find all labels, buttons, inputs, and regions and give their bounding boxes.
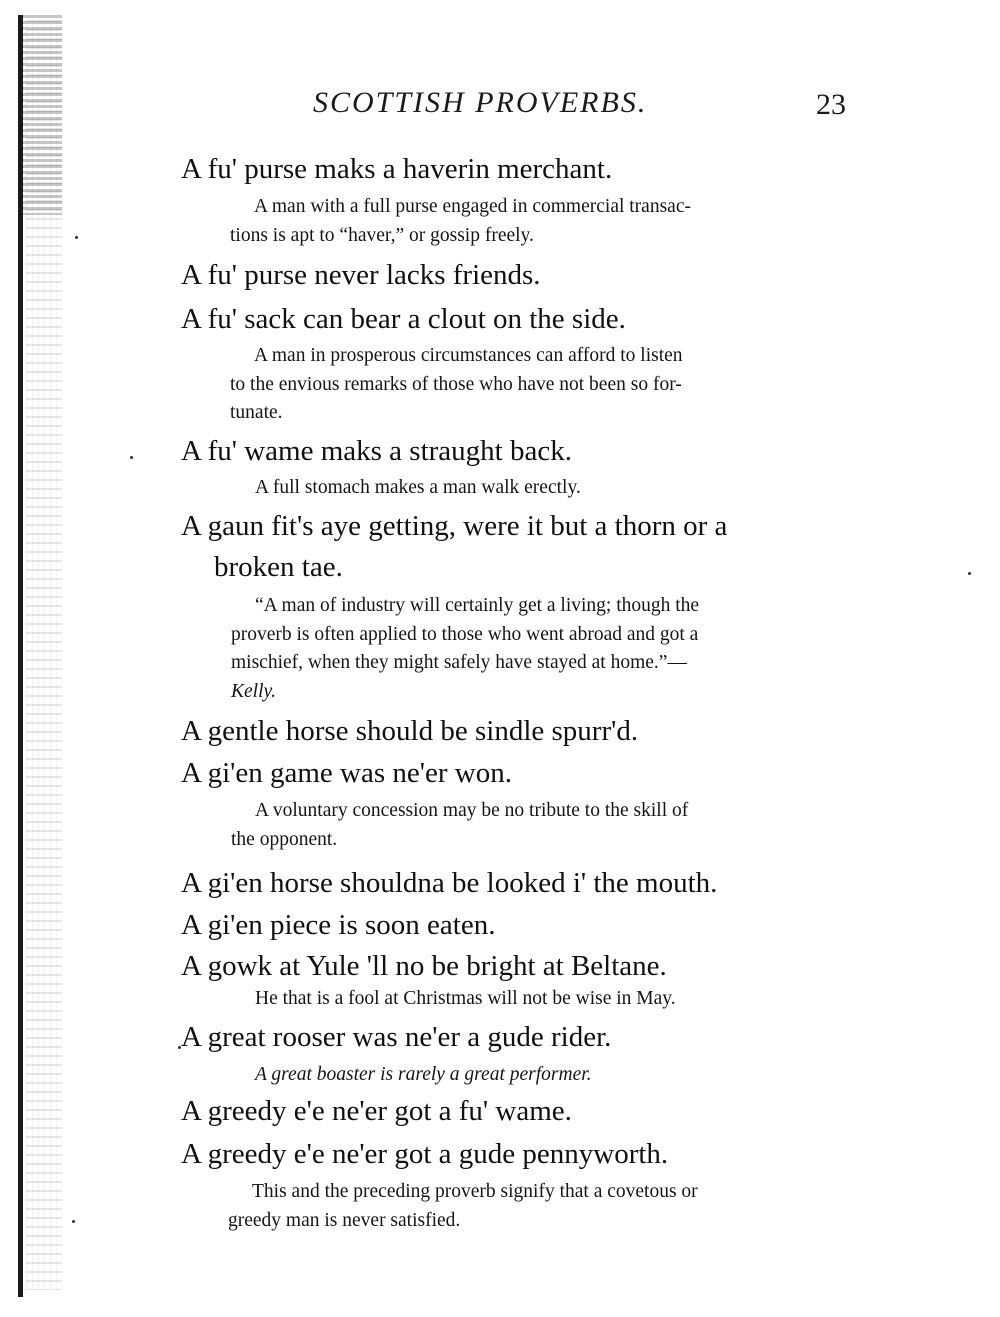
page-number: 23: [816, 88, 846, 121]
proverb-gloss: [255, 474, 855, 503]
gloss-line: mischief, when they might safely have stayed at home.”—: [231, 652, 687, 673]
gloss-line: A voluntary concession may be no tribute to the skill of: [255, 800, 689, 821]
gloss-line: “A man of industry will certainly get a living; though the: [255, 595, 700, 616]
gloss-line: to the envious remarks of those who have not been so for-: [230, 373, 682, 395]
proverb-gloss: [230, 193, 854, 250]
scan-speck: [968, 572, 971, 575]
proverb-text: A gentle horse should be sindle spurr'd.: [181, 715, 639, 747]
proverb-gloss: [255, 985, 855, 1014]
proverb-text: A fu' purse never lacks friends.: [181, 259, 541, 291]
gloss-attribution: Kelly.: [231, 680, 276, 702]
binding-speckle: [26, 20, 62, 1290]
proverb-continuation: broken tae.: [214, 551, 343, 583]
gloss-line: tions is apt to “haver,” or gossip freely.: [230, 224, 534, 246]
proverb-text: A gaun fit's aye getting, were it but a thorn or a: [181, 510, 728, 542]
scan-speck: [75, 236, 78, 239]
gloss-line: A great boaster is rarely a great performer.: [255, 1064, 592, 1085]
scan-speck: [72, 1220, 75, 1223]
proverb-text: A gi'en game was ne'er won.: [181, 757, 512, 789]
proverb-text: A fu' sack can bear a clout on the side.: [181, 303, 626, 335]
proverb-text: A greedy e'e ne'er got a gude pennyworth.: [181, 1138, 669, 1170]
proverb-gloss: [228, 1178, 852, 1235]
gloss-line: greedy man is never satisfied.: [228, 1209, 461, 1231]
proverb-text: A gi'en horse shouldna be looked i' the mouth.: [181, 867, 718, 899]
gloss-line: tunate.: [230, 402, 283, 423]
gloss-line: A man with a full purse engaged in commercial transac-: [254, 196, 691, 217]
scan-speck: [130, 456, 133, 459]
proverb-text: A great rooser was ne'er a gude rider.: [181, 1021, 612, 1053]
proverb-gloss: [230, 342, 854, 428]
proverb-gloss: [255, 1061, 855, 1090]
proverb-gloss: [231, 797, 855, 854]
proverb-text: A gi'en piece is soon eaten.: [181, 909, 496, 941]
gloss-line: This and the preceding proverb signify that a covetous or: [252, 1181, 698, 1202]
proverb-text: A fu' wame maks a straught back.: [181, 435, 572, 467]
running-title: SCOTTISH PROVERBS.: [313, 86, 648, 119]
gloss-line: A man in prosperous circumstances can afford to listen: [254, 345, 683, 366]
proverb-text: A gowk at Yule 'll no be bright at Beltane.: [181, 950, 667, 982]
page-header: [0, 86, 1000, 126]
proverb-text: A fu' purse maks a haverin merchant.: [181, 153, 613, 185]
gloss-line: A full stomach makes a man walk erectly.: [255, 477, 581, 498]
gloss-line: the opponent.: [231, 828, 338, 850]
scan-speck: [178, 1046, 181, 1049]
gloss-line: He that is a fool at Christmas will not be wise in May.: [255, 988, 676, 1009]
proverb-text: A greedy e'e ne'er got a fu' wame.: [181, 1095, 572, 1127]
gloss-line: proverb is often applied to those who went abroad and got a: [231, 623, 699, 645]
proverb-gloss: [231, 592, 855, 706]
